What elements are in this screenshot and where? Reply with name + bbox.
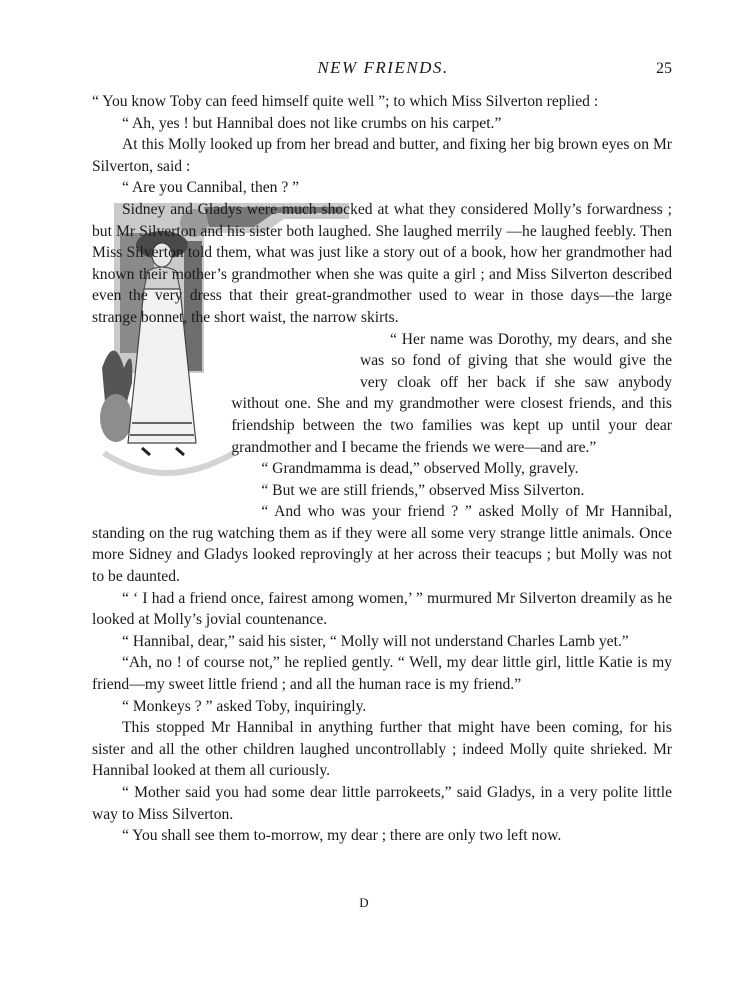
body-text [92, 91, 672, 847]
paragraph: “ Grandmamma is dead,” observed Molly, gravely. [261, 460, 579, 478]
paragraph: At this Molly looked up from her bread and butter, and fixing her big brown eyes on Mr Silverton, said : [92, 136, 672, 175]
running-title: NEW FRIENDS. [317, 58, 449, 77]
signature-mark: D [359, 895, 370, 910]
paragraph: “ Ah, yes ! but Hannibal does not like crumbs on his carpet.” [122, 114, 502, 132]
paragraph: “ ‘ I had a friend once, fairest among women,’ ” murmured Mr Silverton dreamily as he looked at Molly’s jovial countenance. [92, 589, 672, 629]
paragraph: “ You know Toby can feed himself quite well ”; to which Miss Silverton replied : [92, 93, 599, 110]
paragraph: Sidney and Gladys were much shocked at what they considered Molly’s forwardness ; but Mr Silverton and his sister both laughed. She laughed merrily —he laughed feebly. Then Miss Silverton told them, what was just like a story out of a book, how her grandmother had known their mother’s grandmother when she was quite a girl ; and Miss Silverton described even the very dress that their great-grandmother used to wear in those days—the large strange bonnet, the short waist, the narrow skirts. [92, 200, 672, 326]
page-header [92, 56, 674, 84]
paragraph: “ And who was your friend ? ” asked Molly of Mr Hannibal, standing on the rug watching them as if they were all some very strange little animals. Once more Sidney and Gladys looked reprovingly at her across their teacups ; but Molly was not to be daunted. [92, 503, 672, 586]
paragraph: “ Monkeys ? ” asked Toby, inquiringly. [122, 697, 367, 715]
paragraph: “ You shall see them to-morrow, my dear ; there are only two left now. [122, 827, 562, 845]
paragraph: “ Mother said you had some dear little parrokeets,” said Gladys, in a very polite little way to Miss Silverton. [92, 784, 672, 823]
paragraph: This stopped Mr Hannibal in anything further that might have been coming, for his sister and all the other children laughed uncontrollably ; indeed Molly quite shrieked. Mr Hannibal looked at them all curiously. [92, 719, 672, 780]
page-number: 25 [656, 60, 672, 77]
paragraph: “ Hannibal, dear,” said his sister, “ Molly will not understand Charles Lamb yet.” [122, 632, 629, 650]
paragraph: “Ah, no ! of course not,” he replied gently. “ Well, my dear little girl, little Katie is my friend—my sweet little friend ; and all the human race is my friend.” [92, 654, 672, 694]
paragraph: “ Are you Cannibal, then ? ” [122, 179, 300, 197]
paragraph: “ Her name was Dorothy, my dears, and she was so fond of giving that she would give the very cloak off her back if she saw anybody without one. She and my grandmother were closest friends, and this friendship between the two families was kept up until your dear grandmother and I became the friends we were—and are.” [231, 330, 672, 456]
paragraph: “ But we are still friends,” observed Miss Silverton. [261, 481, 585, 499]
